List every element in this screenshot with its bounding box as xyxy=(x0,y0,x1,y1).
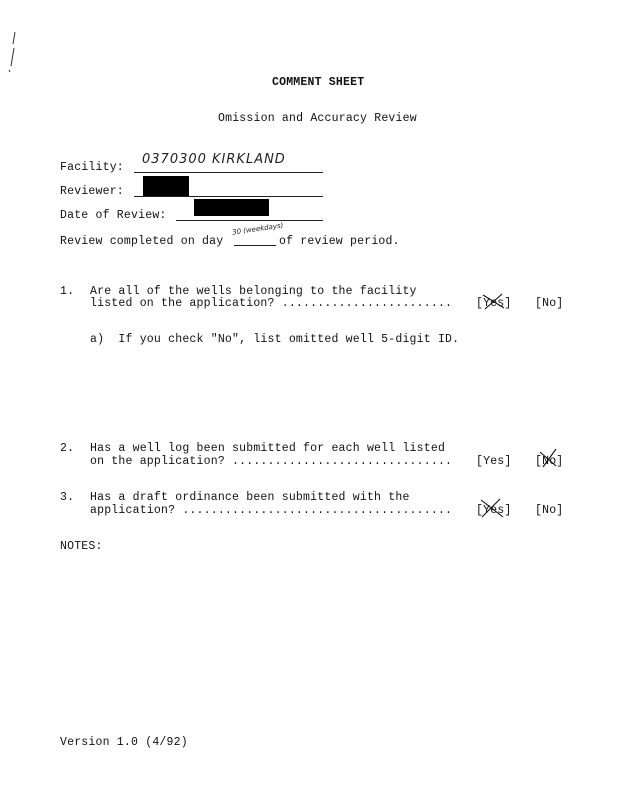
question-1-text-line1: Are all of the wells belonging to the facility xyxy=(90,285,417,298)
question-1-yes-check-mark xyxy=(480,291,508,311)
document-title: COMMENT SHEET xyxy=(272,76,365,89)
question-1-text-line2: listed on the application? ........................ xyxy=(90,297,453,310)
question-1-number: 1. xyxy=(60,285,75,298)
question-2-text-line2: on the application? ............................... xyxy=(90,455,453,468)
question-3-text-line2: application? ...................................... xyxy=(90,504,453,517)
review-completed-underline xyxy=(234,245,276,246)
document-subtitle: Omission and Accuracy Review xyxy=(218,112,417,125)
question-2-text-line1: Has a well log been submitted for each well listed xyxy=(90,442,446,455)
question-3-number: 3. xyxy=(60,491,75,504)
facility-underline xyxy=(134,172,323,173)
subitem-1a-text: a) If you check "No", list omitted well 5-digit ID. xyxy=(90,333,460,346)
reviewer-redaction xyxy=(143,176,189,196)
review-completed-suffix: of review period. xyxy=(279,235,400,248)
date-redaction xyxy=(194,199,269,216)
question-3-no-checkbox[interactable]: [No] xyxy=(535,504,564,517)
question-2-no-check-mark xyxy=(536,447,560,469)
review-completed-value: 30 (weekdays) xyxy=(231,221,284,237)
question-2-number: 2. xyxy=(60,442,75,455)
question-3-yes-check-mark xyxy=(478,497,506,519)
notes-label: NOTES: xyxy=(60,540,103,553)
question-2-yes-checkbox[interactable]: [Yes] xyxy=(476,455,512,468)
version-footer: Version 1.0 (4/92) xyxy=(60,736,188,749)
reviewer-underline xyxy=(134,196,323,197)
facility-label: Facility: xyxy=(60,161,124,174)
review-completed-prefix: Review completed on day xyxy=(60,235,224,248)
question-1-no-checkbox[interactable]: [No] xyxy=(535,297,564,310)
date-of-review-label: Date of Review: xyxy=(60,209,167,222)
question-2-no-checkbox[interactable]: [No] xyxy=(535,455,564,468)
reviewer-label: Reviewer: xyxy=(60,185,124,198)
question-3-text-line1: Has a draft ordinance been submitted with the xyxy=(90,491,410,504)
facility-value: 0370300 KIRKLAND xyxy=(142,152,286,167)
question-1-yes-checkbox[interactable]: [Yes] xyxy=(476,297,512,310)
margin-scribble-mark xyxy=(6,30,20,74)
question-3-yes-checkbox[interactable]: [Yes] xyxy=(476,504,512,517)
date-underline xyxy=(176,220,323,221)
